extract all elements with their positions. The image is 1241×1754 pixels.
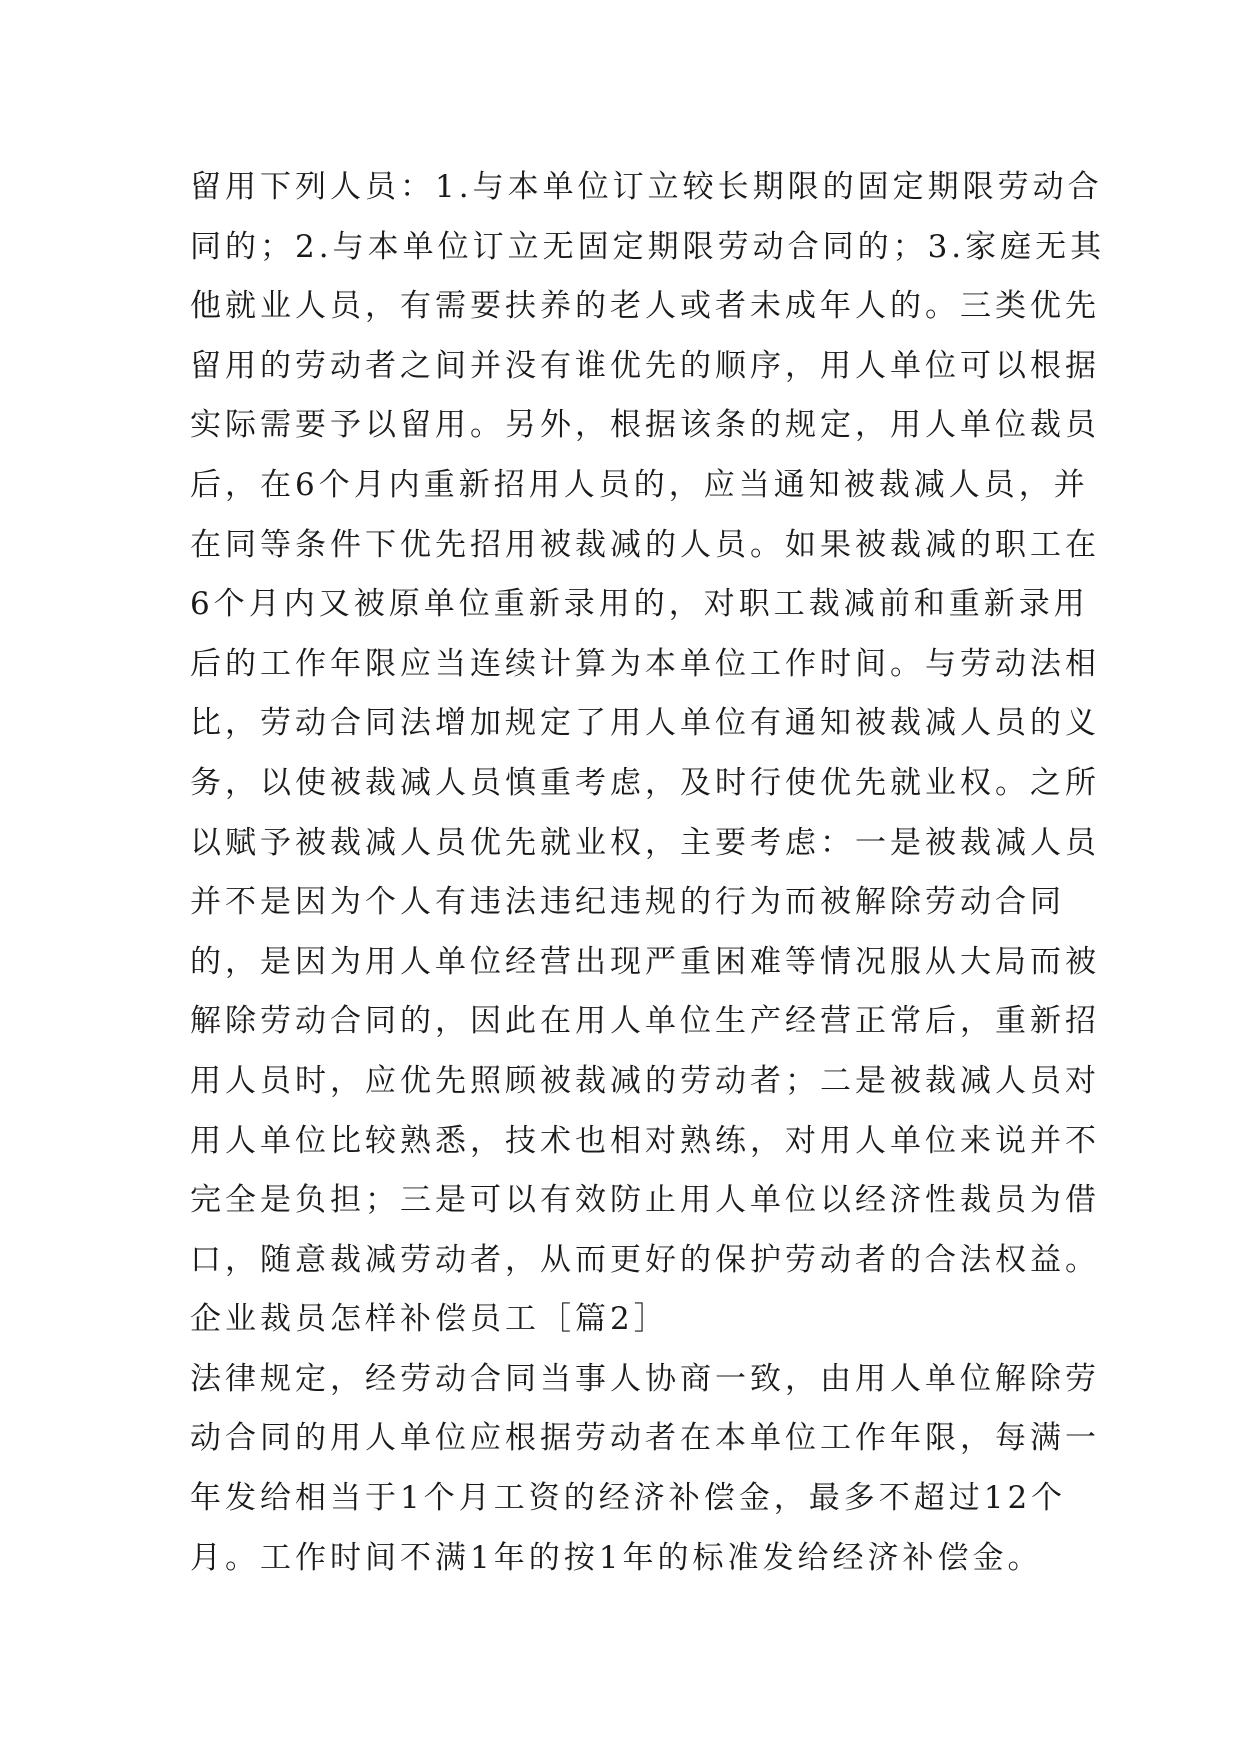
text-line-15: 解除劳动合同的，因此在用人单位生产经营正常后，重新招 <box>190 1003 1100 1040</box>
text-line-21: 法律规定，经劳动合同当事人协商一致，由用人单位解除劳 <box>190 1360 1100 1397</box>
text-line-2: 同的；2.与本单位订立无固定期限劳动合同的；3.家庭无其 <box>190 228 1106 265</box>
text-line-19: 口，随意裁减劳动者，从而更好的保护劳动者的合法权益。 <box>190 1241 1100 1278</box>
text-line-12: 以赋予被裁减人员优先就业权，主要考虑：一是被裁减人员 <box>190 824 1100 861</box>
text-line-6: 后，在6个月内重新招用人员的，应当通知被裁减人员，并 <box>190 466 1089 503</box>
text-line-17: 用人单位比较熟悉，技术也相对熟练，对用人单位来说并不 <box>190 1122 1100 1159</box>
text-line-8: 6个月内又被原单位重新录用的，对职工裁减前和重新录用 <box>190 586 1089 623</box>
text-line-7: 在同等条件下优先招用被裁减的人员。如果被裁减的职工在 <box>190 526 1100 563</box>
text-line-3: 他就业人员，有需要扶养的老人或者未成年人的。三类优先 <box>190 288 1100 325</box>
text-line-14: 的，是因为用人单位经营出现严重困难等情况服从大局而被 <box>190 943 1100 980</box>
text-line-9: 后的工作年限应当连续计算为本单位工作时间。与劳动法相 <box>190 645 1100 682</box>
text-line-10: 比，劳动合同法增加规定了用人单位有通知被裁减人员的义 <box>190 705 1100 742</box>
text-line-24: 月。工作时间不满1年的按1年的标准发给经济补偿金。 <box>190 1539 1043 1576</box>
text-line-13: 并不是因为个人有违法违纪违规的行为而被解除劳动合同 <box>190 884 1065 921</box>
text-line-22: 动合同的用人单位应根据劳动者在本单位工作年限，每满一 <box>190 1420 1100 1457</box>
text-line-11: 务，以使被裁减人员慎重考虑，及时行使优先就业权。之所 <box>190 764 1100 801</box>
section-heading: 企业裁员怎样补偿员工［篇2］ <box>190 1301 669 1338</box>
text-line-1: 留用下列人员：1.与本单位订立较长期限的固定期限劳动合 <box>190 169 1103 205</box>
body-text <box>190 158 1106 1588</box>
text-line-5: 实际需要予以留用。另外，根据该条的规定，用人单位裁员 <box>190 407 1100 444</box>
text-line-23: 年发给相当于1个月工资的经济补偿金，最多不超过12个 <box>190 1480 1067 1517</box>
text-line-16: 用人员时，应优先照顾被裁减的劳动者；二是被裁减人员对 <box>190 1062 1100 1099</box>
text-line-18: 完全是负担；三是可以有效防止用人单位以经济性裁员为借 <box>190 1182 1100 1219</box>
text-line-4: 留用的劳动者之间并没有谁优先的顺序，用人单位可以根据 <box>190 347 1100 384</box>
